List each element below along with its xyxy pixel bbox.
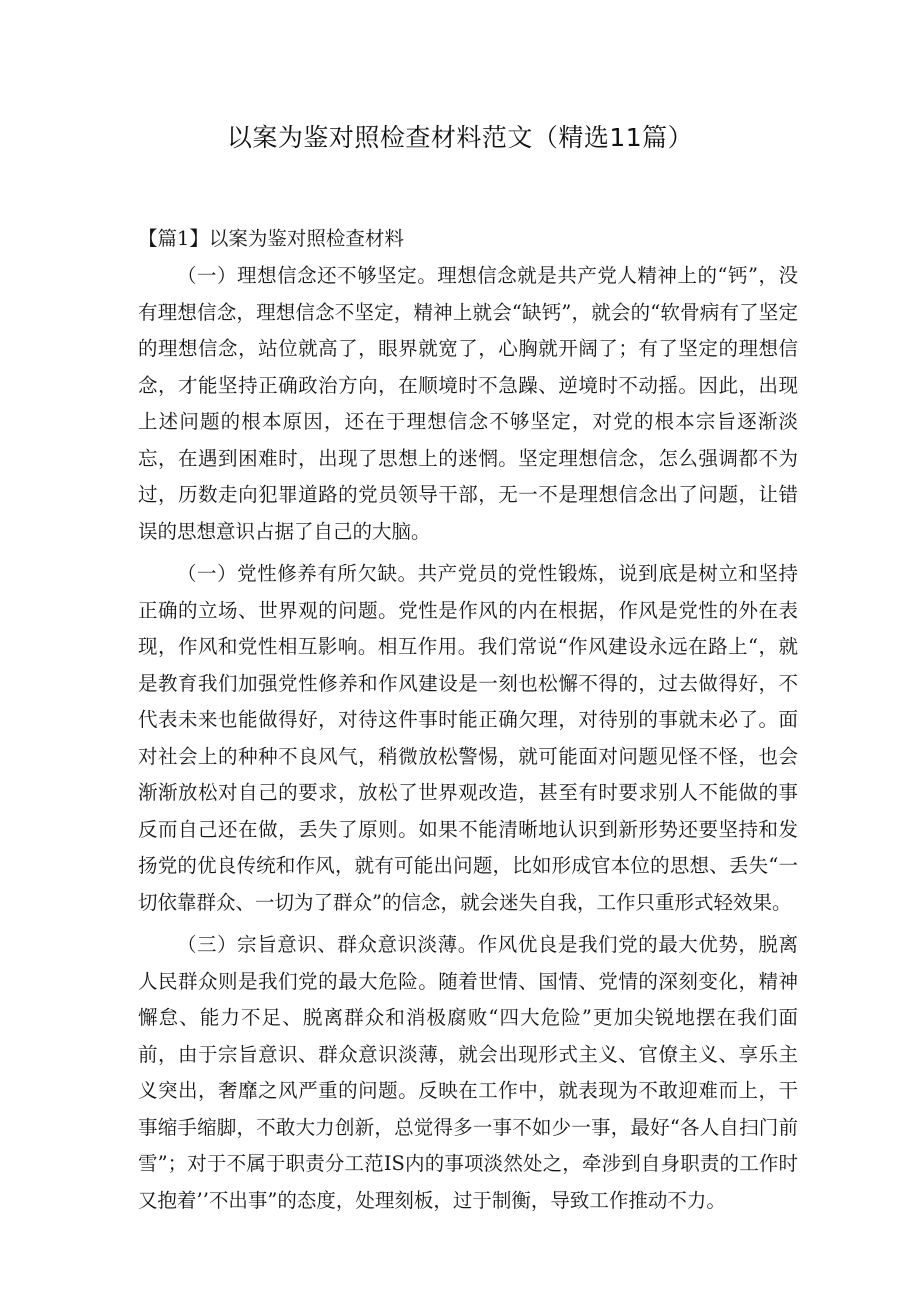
paragraph-2: （一）党性修养有所欠缺。共产党员的党性锻炼，说到底是树立和坚持正确的立场、世界观的问题。党性是作风的内在根据，作风是党性的外在表现，作风和党性相互影响。相互作用。我们常说“作风建设永远在路上“，就是教育我们加强党性修养和作风建设是一刻也松懈不得的，过去做得好，不代表未来也能做得好，对待这件事时能正确欠理，对待别的事就未必了。面对社会上的种种不良风气，稍微放松警惕，就可能面对问题见怪不怪，也会渐渐放松对自己的要求，放松了世界观改造，甚至有时要求别人不能做的事反而自己还在做，丢失了原则。如果不能清晰地认识到新形势还要坚持和发扬党的优良传统和作风，就有可能出问题，比如形成官本位的思想、丢失“一切依靠群众、一切为了群众”的信念，就会迷失自我，工作只重形式轻效果。 <box>138 562 798 914</box>
section-heading: 【篇1】以案为鉴对照检查材料 <box>138 227 404 250</box>
document-title: 以案为鉴对照检查材料范文（精选11篇） <box>226 123 694 152</box>
paragraph-3: （三）宗旨意识、群众意识淡薄。作风优良是我们党的最大优势，脱离人民群众则是我们党的最大危险。随着世情、国情、党情的深刻变化，精神懈怠、能力不足、脱离群众和消极腐败“四大危险”更加尖锐地摆在我们面前，由于宗旨意识、群众意识淡薄，就会出现形式主义、官僚主义、享乐主义突出，奢靡之风严重的问题。反映在工作中，就表现为不敢迎难而上，干事缩手缩脚，不敢大力创新，总觉得多一事不如少一事，最好“各人自扫门前雪”；对于不属于职责分工范IS内的事项淡然处之，牵涉到自身职责的工作时又抱着’’不出事”的态度，处理刻板，过于制衡，导致工作推动不力。 <box>138 933 798 1212</box>
paragraph-1: （一）理想信念还不够坚定。理想信念就是共产党人精神上的“钙”，没有理想信念，理想信念不坚定，精神上就会“缺钙”，就会的“软骨病有了坚定的理想信念，站位就高了，眼界就宽了，心胸就开阔了；有了坚定的理想信念，才能坚持正确政治方向，在顺境时不急躁、逆境时不动摇。因此，出现上述问题的根本原因，还在于理想信念不够坚定，对党的根本宗旨逐渐淡忘，在遇到困难时，出现了思想上的迷惘。坚定理想信念，怎么强调都不为过，历数走向犯罪道路的党员领导干部，无一不是理想信念出了问题，让错误的思想意识占据了自己的大脑。 <box>138 264 798 543</box>
document-body <box>138 224 798 1219</box>
